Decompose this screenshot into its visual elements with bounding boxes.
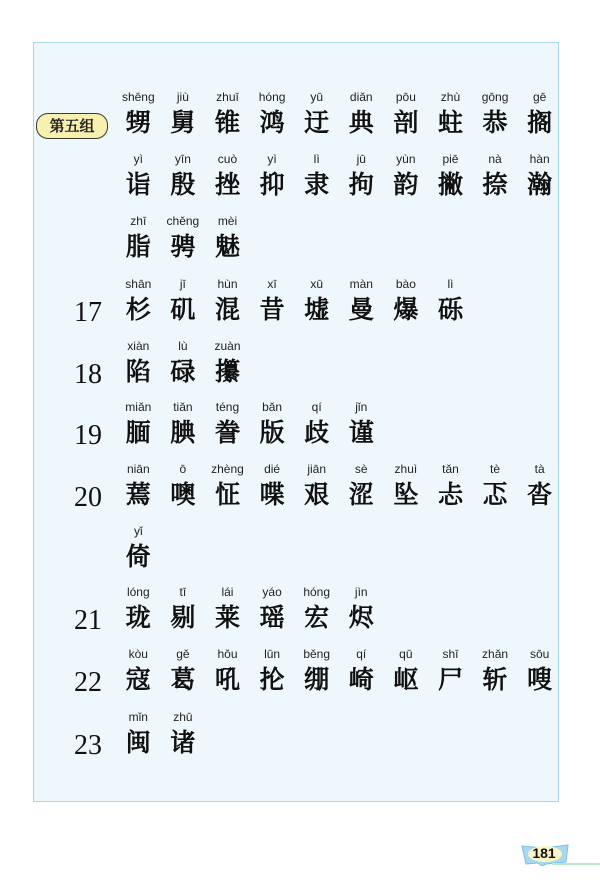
- hanzi: 版: [259, 418, 285, 447]
- pinyin: pōu: [395, 90, 416, 104]
- hanzi: 撇: [437, 170, 463, 199]
- hanzi: 蛀: [437, 108, 463, 137]
- pinyin: diǎn: [349, 90, 373, 104]
- pinyin: tiǎn: [173, 400, 193, 414]
- character-item: [384, 88, 429, 140]
- vocab-row: [0, 212, 600, 272]
- character-item: [473, 150, 518, 202]
- character-item: [250, 275, 295, 327]
- pinyin: sōu: [529, 647, 550, 661]
- hanzi: 殷: [170, 170, 196, 199]
- character-item: [339, 88, 384, 140]
- hanzi: 寇: [125, 665, 151, 694]
- vocab-row: [0, 645, 600, 705]
- character-item: [161, 275, 206, 327]
- pinyin: yì: [267, 152, 277, 166]
- pinyin: xiàn: [127, 339, 150, 353]
- hanzi: 骋: [170, 232, 196, 261]
- character-item: [161, 337, 206, 389]
- lesson-number: 23: [74, 730, 102, 761]
- pinyin: tà: [534, 462, 545, 476]
- character-item: [339, 275, 384, 327]
- hanzi: 脂: [125, 232, 151, 261]
- hanzi: 蔫: [125, 480, 151, 509]
- lesson-number: 20: [74, 482, 102, 513]
- hanzi: 爆: [393, 295, 419, 324]
- hanzi: 剖: [393, 108, 419, 137]
- character-item: [294, 150, 339, 202]
- hanzi: 嗖: [527, 665, 553, 694]
- character-item: [339, 583, 384, 635]
- hanzi: 瑶: [259, 603, 285, 632]
- pinyin: zhī: [130, 214, 147, 228]
- pinyin: mèi: [217, 214, 238, 228]
- pinyin: jǐn: [355, 400, 368, 414]
- pinyin: yǐ: [133, 524, 143, 538]
- pinyin: tè: [490, 462, 501, 476]
- pinyin: piē: [442, 152, 459, 166]
- pinyin: zhū: [173, 710, 193, 724]
- character-list: [116, 212, 250, 264]
- hanzi: 韵: [393, 170, 419, 199]
- character-item: [205, 212, 250, 264]
- lesson-number: 18: [74, 359, 102, 390]
- character-item: [473, 460, 518, 512]
- hanzi: 崎: [348, 665, 374, 694]
- character-item: [294, 275, 339, 327]
- character-item: [116, 212, 161, 264]
- character-list: [116, 522, 161, 574]
- hanzi: 誊: [214, 418, 240, 447]
- character-item: [205, 460, 250, 512]
- vocab-row: [0, 150, 600, 210]
- pinyin: yīn: [174, 152, 191, 166]
- hanzi: 噢: [170, 480, 196, 509]
- character-item: [116, 337, 161, 389]
- character-item: [384, 150, 429, 202]
- character-item: [384, 645, 429, 697]
- pinyin: gōng: [481, 90, 509, 104]
- pinyin: qí: [311, 400, 322, 414]
- character-item: [473, 645, 518, 697]
- character-item: [161, 460, 206, 512]
- character-item: [428, 88, 473, 140]
- hanzi: 典: [348, 108, 374, 137]
- hanzi: 歧: [304, 418, 330, 447]
- character-item: [250, 583, 295, 635]
- character-list: [116, 275, 473, 327]
- pinyin: cuò: [217, 152, 238, 166]
- lesson-number: 19: [74, 420, 102, 451]
- character-item: [205, 337, 250, 389]
- character-list: [116, 398, 384, 450]
- character-item: [384, 275, 429, 327]
- vocab-row: [0, 398, 600, 458]
- pinyin: tī: [179, 585, 187, 599]
- pinyin: màn: [349, 277, 373, 291]
- pinyin: lì: [447, 277, 454, 291]
- character-item: [428, 645, 473, 697]
- hanzi: 吼: [214, 665, 240, 694]
- character-item: [517, 460, 562, 512]
- pinyin: lì: [313, 152, 320, 166]
- pinyin: bǎn: [262, 400, 283, 414]
- character-item: [205, 645, 250, 697]
- lesson-number: 21: [74, 605, 102, 636]
- hanzi: 涩: [348, 480, 374, 509]
- hanzi: 葛: [170, 665, 196, 694]
- pinyin: ō: [179, 462, 187, 476]
- pinyin: shī: [442, 647, 459, 661]
- hanzi: 曼: [348, 295, 374, 324]
- pinyin: lái: [221, 585, 234, 599]
- hanzi: 迂: [304, 108, 330, 137]
- vocab-row: [0, 88, 600, 148]
- character-list: [116, 337, 250, 389]
- footer-line: [552, 863, 600, 865]
- character-item: [250, 460, 295, 512]
- hanzi: 莱: [214, 603, 240, 632]
- vocab-row: [0, 460, 600, 520]
- character-item: [161, 583, 206, 635]
- character-item: [294, 398, 339, 450]
- hanzi: 舅: [170, 108, 196, 137]
- hanzi: 甥: [125, 108, 151, 137]
- pinyin: miǎn: [125, 400, 152, 414]
- pinyin: shān: [125, 277, 152, 291]
- character-item: [517, 150, 562, 202]
- character-item: [205, 398, 250, 450]
- character-item: [428, 460, 473, 512]
- pinyin: chěng: [166, 214, 200, 228]
- character-item: [294, 88, 339, 140]
- pinyin: jiān: [307, 462, 327, 476]
- hanzi: 瀚: [527, 170, 553, 199]
- pinyin: jìn: [354, 585, 368, 599]
- hanzi: 斩: [482, 665, 508, 694]
- hanzi: 昔: [259, 295, 285, 324]
- hanzi: 忐: [437, 480, 463, 509]
- character-list: [116, 645, 562, 697]
- hanzi: 隶: [304, 170, 330, 199]
- character-item: [116, 583, 161, 635]
- page-number: [520, 842, 572, 864]
- character-item: [473, 88, 518, 140]
- hanzi: 喋: [259, 480, 285, 509]
- character-item: [161, 398, 206, 450]
- lesson-number: 22: [74, 667, 102, 698]
- hanzi: 艰: [304, 480, 330, 509]
- pinyin: mǐn: [128, 710, 148, 724]
- hanzi: 墟: [304, 295, 330, 324]
- pinyin: xū: [310, 277, 324, 291]
- character-item: [517, 645, 562, 697]
- hanzi: 谨: [348, 418, 374, 447]
- character-item: [161, 708, 206, 760]
- hanzi: 恭: [482, 108, 508, 137]
- hanzi: 剔: [170, 603, 196, 632]
- hanzi: 沓: [527, 480, 553, 509]
- hanzi: 忑: [482, 480, 508, 509]
- character-item: [339, 460, 384, 512]
- character-item: [428, 275, 473, 327]
- character-item: [116, 645, 161, 697]
- pinyin: niān: [126, 462, 150, 476]
- pinyin: lóng: [126, 585, 150, 599]
- hanzi: 诣: [125, 170, 151, 199]
- pinyin: jiù: [176, 90, 189, 104]
- pinyin: běng: [303, 647, 331, 661]
- pinyin: hàn: [529, 152, 550, 166]
- hanzi: 坠: [393, 480, 419, 509]
- character-list: [116, 460, 562, 512]
- pinyin: dié: [264, 462, 281, 476]
- character-item: [384, 460, 429, 512]
- character-item: [116, 150, 161, 202]
- character-item: [294, 460, 339, 512]
- character-item: [205, 150, 250, 202]
- hanzi: 烬: [348, 603, 374, 632]
- pinyin: zhèng: [211, 462, 244, 476]
- pinyin: tǎn: [442, 462, 459, 476]
- pinyin: yáo: [262, 585, 282, 599]
- hanzi: 珑: [125, 603, 151, 632]
- pinyin: kòu: [128, 647, 148, 661]
- character-item: [250, 398, 295, 450]
- character-item: [205, 583, 250, 635]
- character-item: [161, 645, 206, 697]
- pinyin: shēng: [121, 90, 155, 104]
- character-item: [294, 583, 339, 635]
- hanzi: 岖: [393, 665, 419, 694]
- hanzi: 腼: [125, 418, 151, 447]
- hanzi: 矶: [170, 295, 196, 324]
- character-item: [294, 645, 339, 697]
- pinyin: xī: [267, 277, 277, 291]
- vocab-row: [0, 522, 600, 582]
- hanzi: 鸿: [259, 108, 285, 137]
- hanzi: 倚: [125, 542, 151, 571]
- pinyin: qū: [399, 647, 413, 661]
- character-item: [161, 150, 206, 202]
- pinyin: zhǎn: [482, 647, 509, 661]
- hanzi: 陷: [125, 357, 151, 386]
- hanzi: 诸: [170, 728, 196, 757]
- hanzi: 腆: [170, 418, 196, 447]
- pinyin: yì: [133, 152, 143, 166]
- character-item: [250, 88, 295, 140]
- vocab-row: [0, 275, 600, 335]
- character-item: [250, 150, 295, 202]
- character-item: [205, 88, 250, 140]
- hanzi: 砾: [437, 295, 463, 324]
- pinyin: jī: [179, 277, 186, 291]
- pinyin: qí: [356, 647, 367, 661]
- pinyin: nà: [488, 152, 502, 166]
- pinyin: zhuì: [394, 462, 418, 476]
- character-list: [116, 88, 562, 140]
- pinyin: zhuī: [216, 90, 239, 104]
- pinyin: gē: [532, 90, 547, 104]
- pinyin: zuàn: [214, 339, 241, 353]
- pinyin: hóng: [258, 90, 286, 104]
- pinyin: hóng: [303, 585, 331, 599]
- character-item: [116, 275, 161, 327]
- character-item: [339, 645, 384, 697]
- character-item: [339, 150, 384, 202]
- character-item: [161, 88, 206, 140]
- hanzi: 搁: [527, 108, 553, 137]
- hanzi: 杉: [125, 295, 151, 324]
- character-item: [116, 708, 161, 760]
- pinyin: téng: [215, 400, 240, 414]
- group-badge: 第五组: [36, 113, 108, 139]
- character-item: [161, 212, 206, 264]
- hanzi: 闽: [125, 728, 151, 757]
- hanzi: 攥: [214, 357, 240, 386]
- character-item: [339, 398, 384, 450]
- pinyin: hùn: [217, 277, 238, 291]
- lesson-number: 17: [74, 297, 102, 328]
- pinyin: jū: [356, 152, 366, 166]
- character-item: [250, 645, 295, 697]
- pinyin: lù: [178, 339, 188, 353]
- pinyin: zhù: [440, 90, 461, 104]
- hanzi: 碌: [170, 357, 196, 386]
- hanzi: 怔: [214, 480, 240, 509]
- character-list: [116, 583, 384, 635]
- hanzi: 抑: [259, 170, 285, 199]
- page-number-text: 181: [532, 845, 556, 861]
- character-item: [116, 460, 161, 512]
- vocab-row: [0, 583, 600, 643]
- hanzi: 抡: [259, 665, 285, 694]
- character-item: [116, 522, 161, 574]
- hanzi: 拘: [348, 170, 374, 199]
- character-item: [428, 150, 473, 202]
- hanzi: 捺: [482, 170, 508, 199]
- character-item: [517, 88, 562, 140]
- pinyin: yū: [310, 90, 324, 104]
- vocab-row: [0, 337, 600, 397]
- character-list: [116, 708, 205, 760]
- hanzi: 挫: [214, 170, 240, 199]
- character-list: [116, 150, 562, 202]
- hanzi: 尸: [437, 665, 463, 694]
- pinyin: lūn: [264, 647, 281, 661]
- hanzi: 锥: [214, 108, 240, 137]
- pinyin: hǒu: [217, 647, 238, 661]
- pinyin: gě: [176, 647, 190, 661]
- hanzi: 宏: [304, 603, 330, 632]
- pinyin: sè: [354, 462, 368, 476]
- vocab-row: [0, 708, 600, 768]
- character-item: [116, 398, 161, 450]
- hanzi: 魅: [214, 232, 240, 261]
- character-item: [205, 275, 250, 327]
- hanzi: 混: [214, 295, 240, 324]
- pinyin: bào: [395, 277, 416, 291]
- pinyin: yùn: [396, 152, 416, 166]
- character-item: [116, 88, 161, 140]
- hanzi: 绷: [304, 665, 330, 694]
